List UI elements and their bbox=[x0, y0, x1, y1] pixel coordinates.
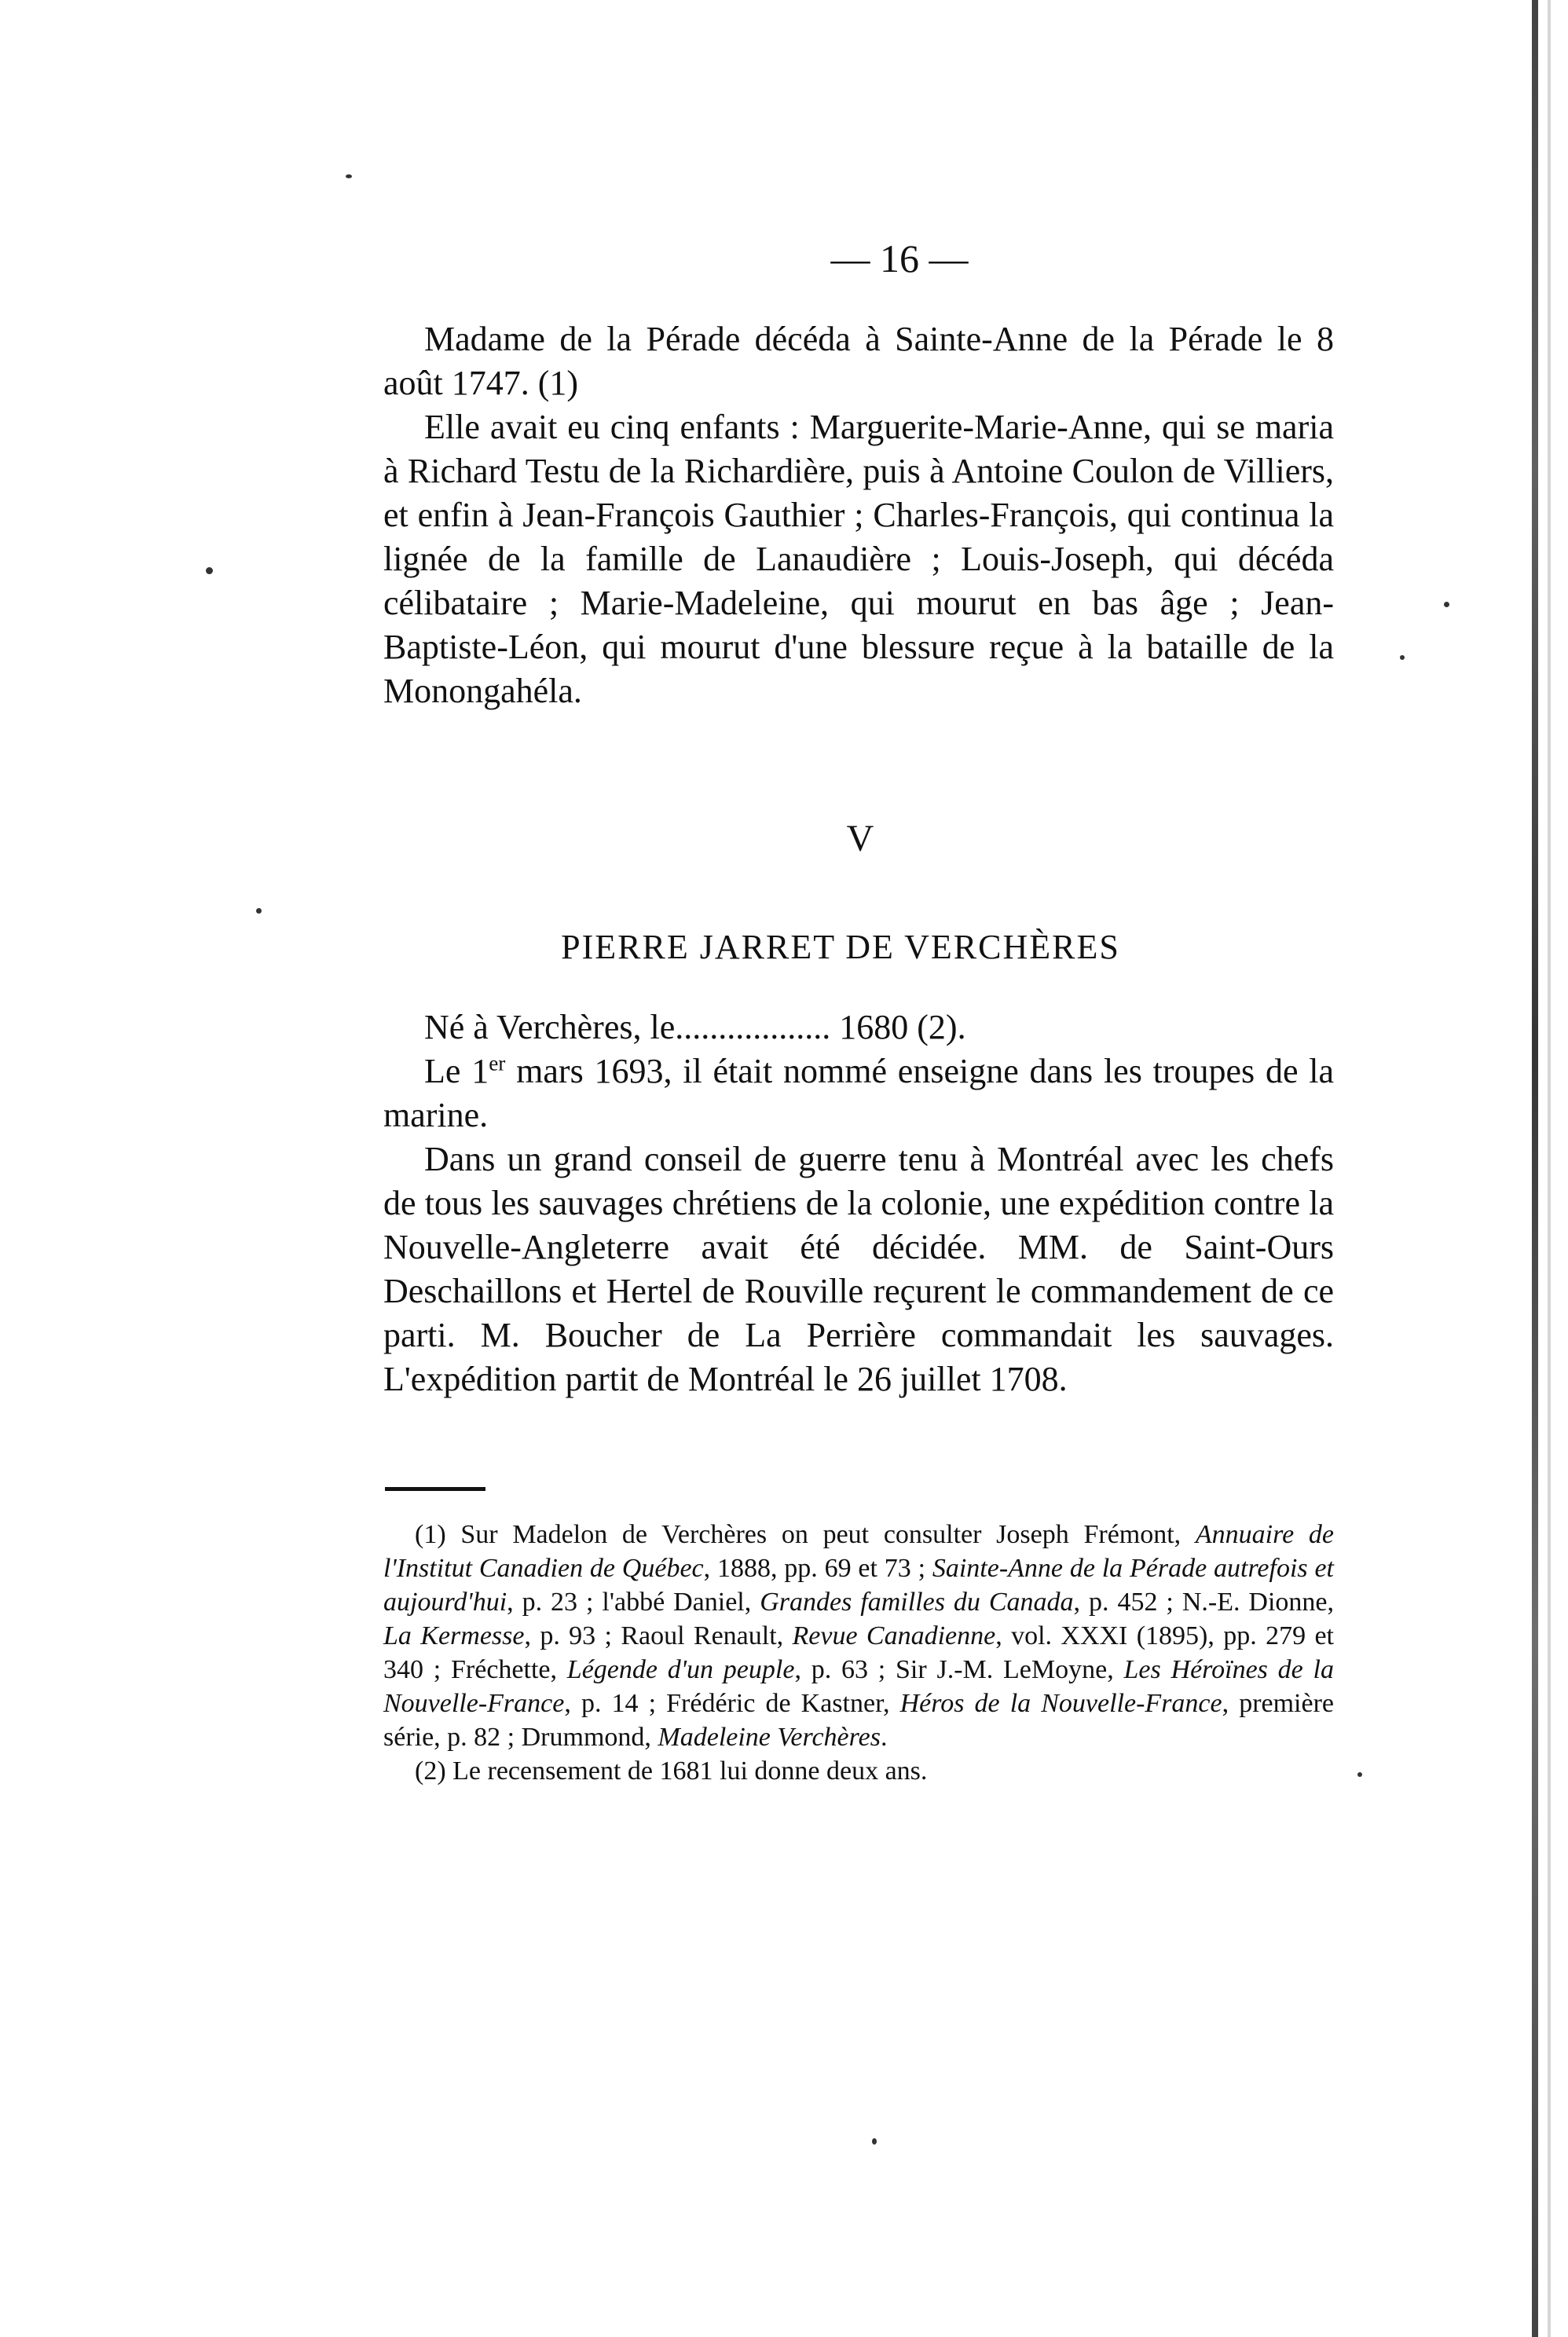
footnote-marker: (1) bbox=[415, 1520, 446, 1549]
page-number: — 16 — bbox=[830, 236, 969, 280]
citation-title: Grandes familles du Canada bbox=[760, 1588, 1074, 1617]
footnote-ref: (2) bbox=[917, 1008, 958, 1046]
footnote-1 bbox=[383, 1518, 1334, 1754]
scan-speck bbox=[872, 2138, 877, 2145]
footnote-2 bbox=[383, 1754, 1334, 1788]
footnotes bbox=[383, 1518, 1334, 1788]
footnote-text: Le recensement de 1681 lui donne deux ans. bbox=[445, 1756, 928, 1786]
citation-title: Héros de la Nouvelle-France bbox=[899, 1689, 1222, 1718]
page-binding-shadow bbox=[1548, 0, 1551, 2337]
footnote-text: . bbox=[880, 1723, 888, 1752]
paragraph-text: Le 1 bbox=[424, 1052, 489, 1090]
ordinal-suffix: er bbox=[489, 1051, 506, 1075]
footnote-text: , p. 93 ; Raoul Renault, bbox=[524, 1621, 793, 1650]
footnote-text: , 1888, pp. 69 et 73 ; bbox=[703, 1554, 932, 1583]
scan-speck bbox=[256, 908, 262, 914]
paragraph-text: Madame de la Pérade décéda à Sainte-Anne de la Pérade le 8 août 1747. bbox=[383, 320, 1334, 402]
footnote-text: , p. 63 ; Sir J.-M. LeMoyne, bbox=[794, 1655, 1124, 1684]
body-text-upper bbox=[383, 317, 1334, 713]
footnote-text: , p. 452 ; N.-E. Dionne, bbox=[1073, 1588, 1335, 1617]
scan-speck bbox=[1444, 602, 1449, 607]
citation-title: Annuaire de l'Institut Canadien de Québec bbox=[383, 1520, 1334, 1583]
footnote-text: , première série, p. 82 ; Drummond, bbox=[383, 1689, 1335, 1752]
page-binding-edge bbox=[1532, 0, 1538, 2337]
citation-title: La Kermesse bbox=[383, 1621, 525, 1650]
footnote-rule bbox=[385, 1487, 485, 1491]
footnote-marker: (2) bbox=[415, 1756, 446, 1786]
section-numeral: V bbox=[846, 818, 874, 859]
citation-title: Les Héroïnes de la Nouvelle-France bbox=[383, 1655, 1334, 1718]
scan-speck bbox=[1400, 655, 1405, 660]
citation-title: Sainte-Anne de la Pérade autrefois et aujourd'hui bbox=[383, 1554, 1334, 1617]
footnote-text: , p. 14 ; Frédéric de Kastner, bbox=[564, 1689, 900, 1718]
paragraph bbox=[383, 1005, 1334, 1049]
paragraph bbox=[383, 1049, 1334, 1137]
footnote-text: , p. 23 ; l'abbé Daniel, bbox=[507, 1588, 760, 1617]
paragraph: Dans un grand conseil de guerre tenu à Montréal avec les chefs de tous les sauvages chrétiens de la colonie, une expédition contre la Nouvelle-Angleterre avait été décidée. MM. de Saint-Ours Deschaillons et Hertel de Rouville reçurent le commandement de ce parti. M. Boucher de La Perrière commandait les sauvages. L'expédition partit de Montréal le 26 juillet 1708. bbox=[383, 1140, 1334, 1398]
citation-title: Madeleine Verchères bbox=[658, 1723, 881, 1752]
footnote-text: Sur Madelon de Verchères on peut consulter Joseph Frémont, bbox=[445, 1520, 1196, 1549]
scan-speck bbox=[1357, 1772, 1362, 1777]
footnote-ref: (1) bbox=[537, 364, 579, 402]
scan-speck bbox=[346, 174, 352, 178]
citation-title: Revue Canadienne bbox=[792, 1621, 996, 1650]
paragraph-text: Né à Verchères, le.................. 1680 bbox=[424, 1008, 918, 1046]
paragraph: Elle avait eu cinq enfants : Marguerite-Marie-Anne, qui se maria à Richard Testu de la Richardière, puis à Antoine Coulon de Villiers, et enfin à Jean-François Gauthier ; Charles-François, qui continua la lignée de la famille de Lanaudière ; Louis-Joseph, qui décéda célibataire ; Marie-Madeleine, qui mourut en bas âge ; Jean-Baptiste-Léon, qui mourut d'une blessure reçue à la bataille de la Monongahéla. bbox=[383, 408, 1334, 710]
paragraph-text: . bbox=[957, 1008, 966, 1046]
citation-title: Légende d'un peuple bbox=[566, 1655, 795, 1684]
paragraph bbox=[383, 317, 1334, 405]
body-text-lower bbox=[383, 1005, 1334, 1401]
section-heading: PIERRE JARRET DE VERCHÈRES bbox=[561, 928, 1120, 966]
paragraph-text: mars 1693, il était nommé enseigne dans les troupes de la marine. bbox=[383, 1052, 1335, 1134]
footnote-text: , vol. XXXI (1895), pp. 279 et 340 ; Fréchette, bbox=[383, 1621, 1334, 1684]
scan-speck bbox=[206, 567, 213, 574]
